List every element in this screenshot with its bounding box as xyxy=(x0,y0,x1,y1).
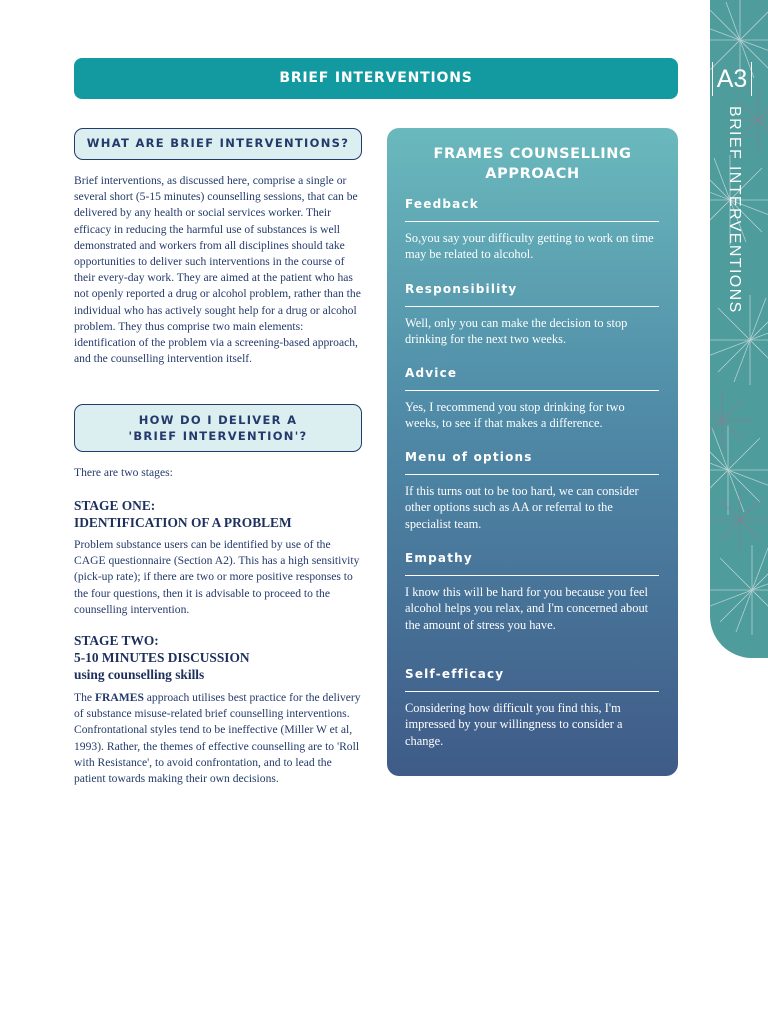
frames-title-line1: FRAMES COUNSELLING xyxy=(433,146,632,162)
frames-item-feedback xyxy=(405,196,659,263)
section-heading-how-line2: 'BRIEF INTERVENTION'? xyxy=(128,429,308,443)
frames-example: Yes, I recommend you stop drinking for two weeks, to see if that makes a difference. xyxy=(405,400,625,431)
page-title: BRIEF INTERVENTIONS xyxy=(74,58,678,99)
frames-label: Self-efficacy xyxy=(405,666,659,692)
side-tab-title: BRIEF INTERVENTIONS xyxy=(726,106,743,314)
stage-two-heading-line2: 5-10 MINUTES DISCUSSION xyxy=(74,650,250,665)
stage-one-heading-line2: IDENTIFICATION OF A PROBLEM xyxy=(74,515,292,530)
frames-item-advice xyxy=(405,365,659,432)
stage-two-paragraph xyxy=(74,690,364,787)
frames-label: Empathy xyxy=(405,550,659,576)
frames-item-menu-of-options xyxy=(405,449,659,532)
stages-intro: There are two stages: xyxy=(74,466,173,479)
frames-item-self-efficacy xyxy=(405,666,659,749)
section-heading-how xyxy=(74,404,362,452)
frames-keyword: FRAMES xyxy=(94,691,144,704)
decorative-pattern xyxy=(710,0,768,658)
frames-title-line2: APPROACH xyxy=(485,166,580,182)
stage-one-heading xyxy=(74,497,364,531)
section-code: A3 xyxy=(712,62,752,96)
stage-one-heading-line1: STAGE ONE: xyxy=(74,498,156,513)
section-heading-how-line1: HOW DO I DELIVER A xyxy=(138,413,298,427)
frames-panel xyxy=(387,128,678,776)
frames-example: So,you say your difficulty getting to work on time may be related to alcohol. xyxy=(405,231,654,262)
frames-label: Responsibility xyxy=(405,281,659,307)
stage-two-heading-line1: STAGE TWO: xyxy=(74,633,159,648)
frames-label: Menu of options xyxy=(405,449,659,475)
section-heading-what: WHAT ARE BRIEF INTERVENTIONS? xyxy=(74,128,362,160)
frames-item-responsibility xyxy=(405,281,659,348)
stage-two-heading xyxy=(74,632,364,683)
intro-paragraph: Brief interventions, as discussed here, comprise a single or several short (5-15 minutes) counselling sessions, that can be delivered by any health or social services worker. Their efficacy in reducing the harmful use of substances is well demonstrated and workers from all disciplines should take opportunities to deliver such interventions in the course of their every-day work. They are aimed at the patient who has not openly reported a drug or alcohol problem, rather than the individual who has actively sought help for a drug or alcohol problem. They thus comprise two main elements: identification of the problem via a screening-based approach, and the counselling intervention itself. xyxy=(74,174,361,366)
frames-example: If this turns out to be too hard, we can consider other options such as AA or referral to the specialist team. xyxy=(405,484,639,531)
stage-one-paragraph: Problem substance users can be identified by use of the CAGE questionnaire (Section A2). This has a high sensitivity (pick-up rate); if there are two or more positive responses to the four questions, then it is advisable to proceed to the counselling intervention. xyxy=(74,538,360,616)
frames-example: I know this will be hard for you because you feel alcohol helps you relax, and I'm concerned about the amount of stress you have. xyxy=(405,585,649,632)
frames-label: Feedback xyxy=(405,196,659,222)
frames-example: Well, only you can make the decision to stop drinking for the next two weeks. xyxy=(405,316,628,347)
stage-two-text-rest: approach utilises best practice for the delivery of substance misuse-related brief counselling interventions. Confrontational styles tend to be ineffective (Miller W et al, 1993). Rather, the themes of effective counselling are to 'Roll with Resistance', to avoid confrontation, and to lead the patient towards making their own decisions. xyxy=(74,691,361,786)
side-tab xyxy=(710,0,768,658)
frames-item-empathy xyxy=(405,550,659,633)
frames-example: Considering how difficult you find this, I'm impressed by your willingness to consider a change. xyxy=(405,701,623,748)
stage-two-heading-line3: using counselling skills xyxy=(74,667,205,682)
frames-label: Advice xyxy=(405,365,659,391)
frames-title xyxy=(387,144,678,184)
stage-two-text-start: The xyxy=(74,691,95,704)
